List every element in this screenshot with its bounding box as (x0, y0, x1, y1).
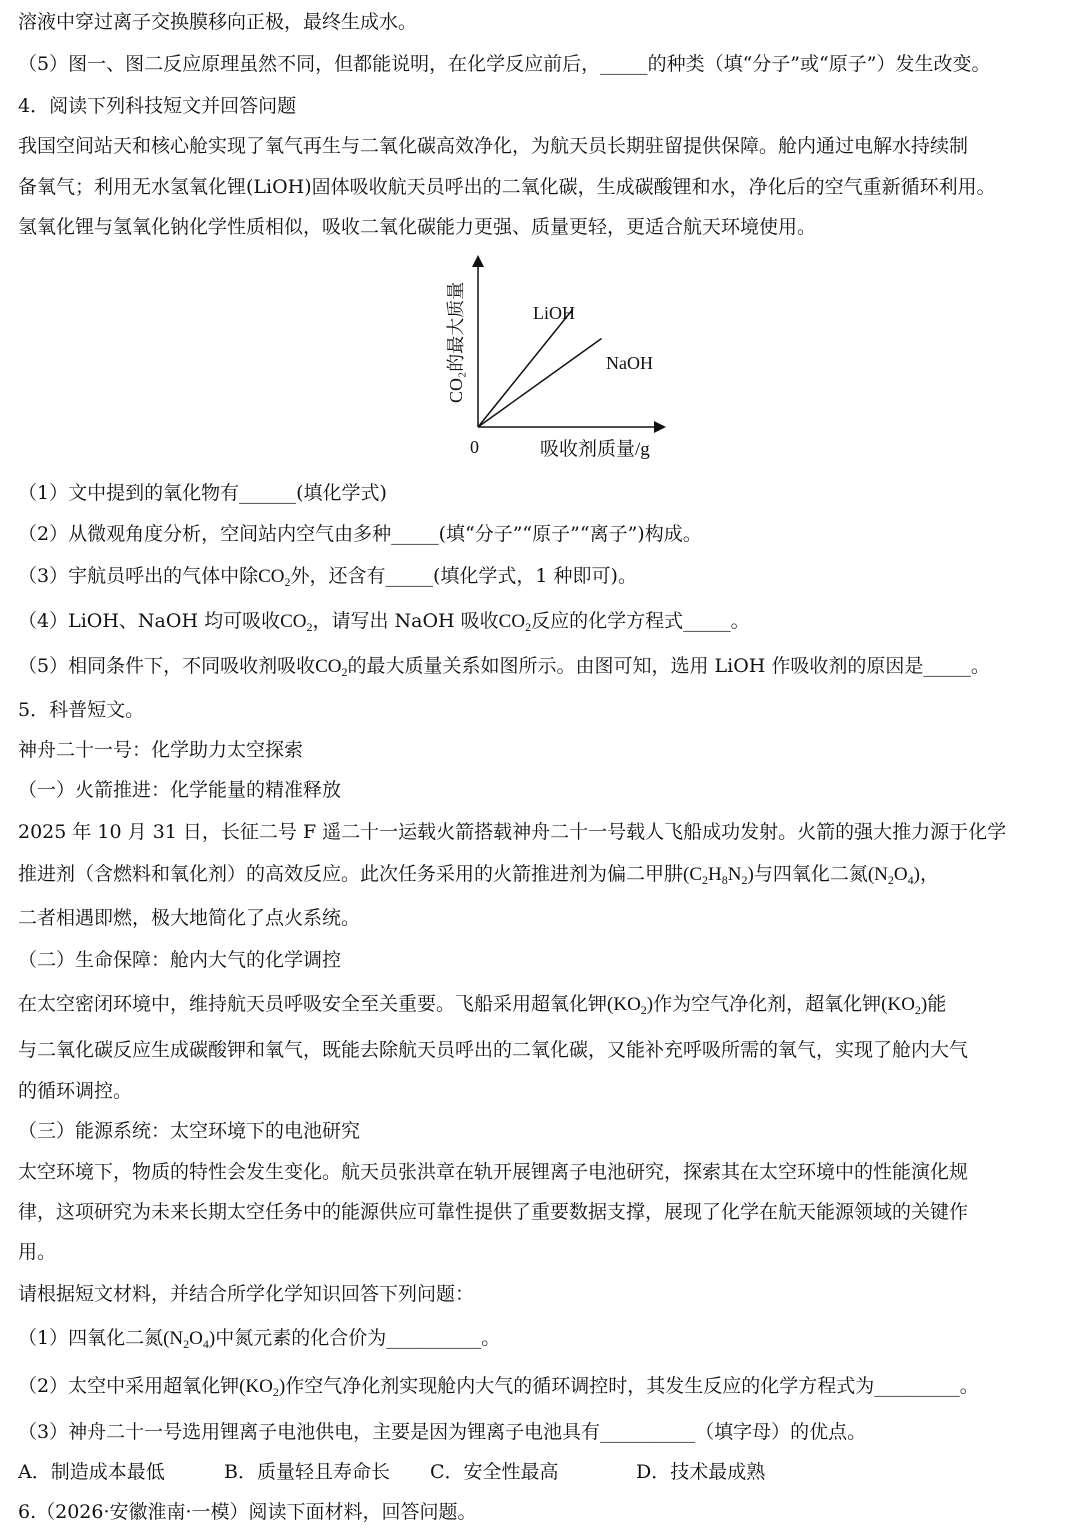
question-4-5: （5）图一、图二反应原理虽然不同，但都能说明，在化学反应前后，_____的种类（填“分子”或“原子”）发生改变。 (18, 53, 991, 75)
question-4-5b: （5）相同条件下，不同吸收剂吸收$CO_2$的最大质量关系如图所示。由图可知，选用 LiOH 作吸收剂的原因是_____。 (18, 655, 990, 679)
section-4-title: 4．阅读下列科技短文并回答问题 (18, 95, 297, 117)
paragraph-line: 在太空密闭环境中，维持航天员呼吸安全至关重要。飞船采用超氧化钾$(KO_2)$作为空气净化剂，超氧化钾$(KO_2)$能 (18, 993, 947, 1017)
question-4-3: （3）宇航员呼出的气体中除$CO_2$外，还含有_____(填化学式，1 种即可)。 (18, 565, 637, 589)
passage-line: 备氧气；利用无水氢氧化锂(LiOH)固体吸收航天员呼出的二氧化碳，生成碳酸锂和水，净化后的空气重新循环利用。 (18, 176, 996, 198)
paragraph-line: 二者相遇即燃，极大地简化了点火系统。 (18, 907, 361, 929)
option-b[interactable]: B．质量轻且寿命长 (224, 1461, 390, 1483)
section-5-title: 5．科普短文。 (18, 699, 145, 721)
option-d[interactable]: D．技术最成熟 (636, 1461, 766, 1483)
option-c[interactable]: C．安全性最高 (430, 1461, 559, 1483)
paragraph-line: 2025 年 10 月 31 日，长征二号 F 遥二十一运载火箭搭载神舟二十一号载人飞船成功发射。火箭的强大推力源于化学 (18, 821, 1007, 843)
answer-options (18, 1460, 765, 1484)
subheading-1: （一）火箭推进：化学能量的精准释放 (18, 779, 342, 801)
passage-line: 我国空间站天和核心舱实现了氧气再生与二氧化碳高效净化，为航天员长期驻留提供保障。舱内通过电解水持续制 (18, 135, 969, 157)
question-4-2: （2）从微观角度分析，空间站内空气由多种_____(填“分子”“原子”“离子”)构成。 (18, 523, 702, 545)
legend-label-naoh: NaOH (606, 353, 653, 373)
paragraph-line: 的循环调控。 (18, 1080, 133, 1102)
paragraph-line: 太空环境下，物质的特性会发生变化。航天员张洪章在轨开展锂离子电池研究，探索其在太空环境中的性能演化规 (18, 1161, 969, 1183)
legend-label-lioh: LiOH (533, 303, 575, 323)
x-axis-label: 吸收剂质量/g (540, 439, 650, 460)
paragraph-line: 用。 (18, 1241, 57, 1263)
paragraph-line: 律，这项研究为未来长期太空任务中的能源供应可靠性提供了重要数据支撑，展现了化学在航天能源领域的关键作 (18, 1201, 969, 1223)
question-4-1: （1）文中提到的氧化物有______(填化学式) (18, 482, 387, 504)
series-line-naoh (478, 339, 602, 428)
paragraph-line: 推进剂（含燃料和氧化剂）的高效反应。此次任务采用的火箭推进剂为偏二甲肼$(C_2H_8N_2)$与四氧化二氮$(N_2O_4)$， (18, 863, 939, 887)
series-line-lioh (478, 309, 573, 427)
article-title: 神舟二十一号：化学助力太空探索 (18, 739, 304, 761)
question-5-1: （1）四氧化二氮$(N_2O_4)$中氮元素的化合价为__________。 (18, 1327, 501, 1351)
origin-label: 0 (470, 437, 479, 457)
subheading-3: （三）能源系统：太空环境下的电池研究 (18, 1120, 361, 1142)
option-a[interactable]: A．制造成本最低 (18, 1461, 165, 1483)
question-6-title: 6.（2026·安徽淮南·一模）阅读下面材料，回答问题。 (18, 1501, 477, 1523)
instruction-line: 请根据短文材料，并结合所学化学知识回答下列问题： (18, 1283, 475, 1305)
text-line: 溶液中穿过离子交换膜移向正极，最终生成水。 (18, 11, 418, 33)
question-5-2: （2）太空中采用超氧化钾$(KO_2)$作空气净化剂实现舱内大气的循环调控时，其发生反应的化学方程式为_________。 (18, 1375, 979, 1399)
paragraph-line: 与二氧化碳反应生成碳酸钾和氧气，既能去除航天员呼出的二氧化碳，又能补充呼吸所需的氧气，实现了舱内大气 (18, 1039, 969, 1061)
question-5-3: （3）神舟二十一号选用锂离子电池供电，主要是因为锂离子电池具有__________（填字母）的优点。 (18, 1421, 867, 1443)
co2-absorption-chart (430, 255, 670, 465)
passage-line: 氢氧化锂与氢氧化钠化学性质相似，吸收二氧化碳能力更强、质量更轻，更适合航天环境使用。 (18, 216, 817, 238)
question-4-4: （4）LiOH、NaOH 均可吸收$CO_2$，请写出 NaOH 吸收$CO_2$反应的化学方程式_____。 (18, 610, 750, 634)
y-axis-label: CO₂的最大质量 (446, 281, 466, 403)
subheading-2: （二）生命保障：舱内大气的化学调控 (18, 949, 342, 971)
